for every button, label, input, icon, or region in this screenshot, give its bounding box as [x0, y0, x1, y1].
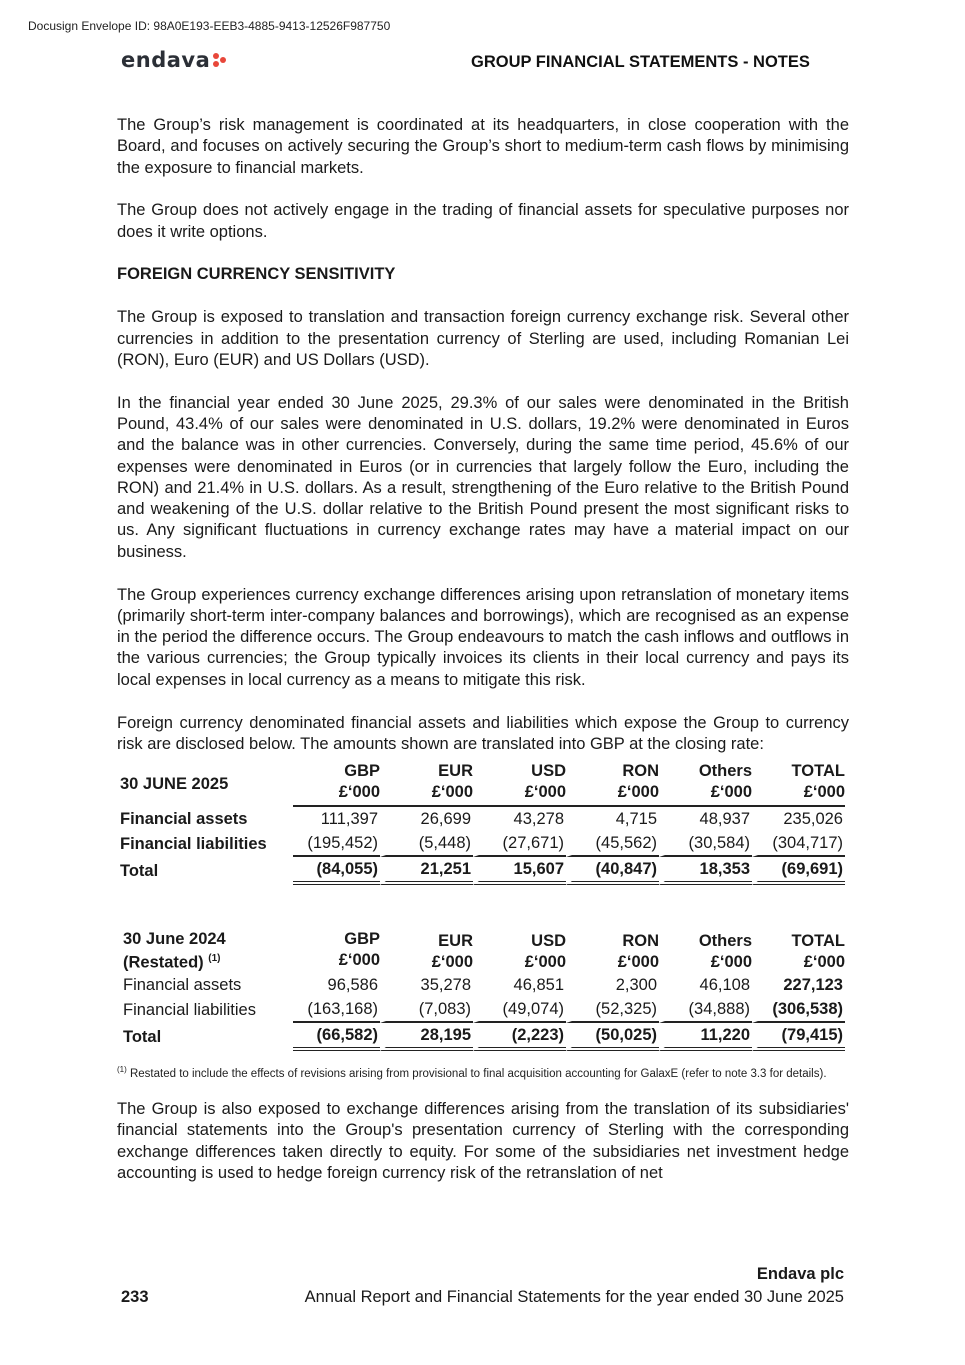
- paragraph-no-speculation: The Group does not actively engage in the trading of financial assets for speculative purposes nor does it write options.: [117, 201, 849, 241]
- col-header-eur: EUR £‘000: [380, 761, 473, 807]
- docusign-envelope-id: Docusign Envelope ID: 98A0E193-EEB3-4885-9413-12526F987750: [28, 19, 391, 33]
- col-header-ron: RON £‘000: [566, 761, 659, 807]
- paragraph-translation-differences: The Group is also exposed to exchange differences arising from the translation of its subsidiaries' financial statements into the Group's presentation currency of Sterling with the corresponding exchange differences taken directly to equity. For some of the subsidiaries net investment hedge accounting is used to hedge foreign currency risk of the retranslation of net: [117, 1099, 849, 1182]
- page-header-title: GROUP FINANCIAL STATEMENTS - NOTES: [471, 53, 810, 71]
- paragraph-exchange-differences: The Group experiences currency exchange differences arising upon retranslation of monetary items (primarily short-term inter-company balances and borrowings), which are recognised as an expense in the period the difference occurs. The Group endeavours to match the cash inflows and outflows in the various currencies; the Group typically invoices its clients in their local currency and pays its local expenses in local currency as a means to mitigate this risk.: [117, 585, 849, 689]
- table-row-total: Total (84,055) 21,251 15,607 (40,847) 18,353 (69,691): [117, 857, 845, 885]
- col-header-usd: USD £‘000: [473, 761, 566, 807]
- table-2025-title: 30 JUNE 2025: [120, 774, 229, 793]
- col-header-ron: RON £‘000: [617, 932, 659, 972]
- table-30-june-2025: [117, 761, 845, 885]
- paragraph-table-intro: Foreign currency denominated financial assets and liabilities which expose the Group to currency risk are disclosed below. The amounts shown are translated into GBP at the closing rate:: [117, 713, 849, 753]
- col-header-others: Others £‘000: [659, 761, 752, 807]
- footer-company-name: Endava plc: [756, 1265, 844, 1283]
- footnote-restated: $^{(1)}$ Restated to include the effects of revisions arising from provisional to final acquisition accounting for GalaxE (refer to note 3.3 for details).: [117, 1065, 827, 1080]
- page-number: 233: [121, 1288, 149, 1306]
- col-header-gbp: GBP £‘000: [293, 761, 380, 807]
- col-header-total: TOTAL £‘000: [752, 761, 845, 807]
- table-row: Financial liabilities (163,168) (7,083) (49,074) (52,325) (34,888) (306,538): [117, 997, 845, 1023]
- table-row-total: Total (66,582) 28,195 (2,223) (50,025) 11,220 (79,415): [117, 1023, 845, 1051]
- table-row: Financial assets 111,397 26,699 43,278 4,715 48,937 235,026: [120, 810, 843, 829]
- page-content: [117, 115, 849, 1206]
- paragraph-currency-exposure: The Group is exposed to translation and transaction foreign currency exchange risk. Several other currencies in addition to the presentation currency of Sterling are used, including Romanian Lei (RON), Euro (EUR) and US Dollars (USD).: [117, 308, 849, 369]
- col-header-usd: USD £‘000: [524, 932, 566, 972]
- table-row: Financial liabilities (195,452) (5,448) (27,671) (45,562) (30,584) (304,717): [117, 831, 845, 857]
- col-header-total: TOTAL £‘000: [791, 932, 845, 972]
- table-row: Financial assets 96,586 35,278 46,851 2,300 46,108 227,123: [123, 976, 843, 995]
- logo-dots-icon: [213, 52, 229, 68]
- footer-report-title: Annual Report and Financial Statements for the year ended 30 June 2025: [304, 1288, 844, 1306]
- endava-logo: [121, 48, 229, 72]
- paragraph-sales-expenses: In the financial year ended 30 June 2025, 29.3% of our sales were denominated in the British Pound, 43.4% of our sales were denominated in U.S. dollars, 19.2% were denominated in Euros and the balance was in other currencies. Conversely, during the same time period, 45.6% of our expenses were denominated in Euros (or in currencies that largely follow the Euro, including the RON) and 21.4% in U.S. dollars. As a result, strengthening of the Euro relative to the British Pound and weakening of the U.S. dollar relative to the British Pound present the most significant risks to us. Any significant fluctuations in currency exchange rates may have a material impact on our business.: [117, 393, 849, 561]
- table-2024-title: 30 June 2024 (Restated) $^{(1)}$: [123, 930, 226, 972]
- paragraph-risk-management: The Group’s risk management is coordinated at its headquarters, in close cooperation with the Board, and focuses on actively securing the Group’s short to medium-term cash flows by minimising the exposure to financial markets.: [117, 116, 849, 177]
- table-30-june-2024: [117, 929, 845, 1051]
- logo-wordmark: endava: [121, 48, 211, 72]
- col-header-eur: EUR £‘000: [431, 932, 473, 972]
- section-heading: FOREIGN CURRENCY SENSITIVITY: [117, 265, 396, 284]
- col-header-gbp: GBP £‘000: [338, 930, 380, 970]
- col-header-others: Others £‘000: [698, 932, 752, 972]
